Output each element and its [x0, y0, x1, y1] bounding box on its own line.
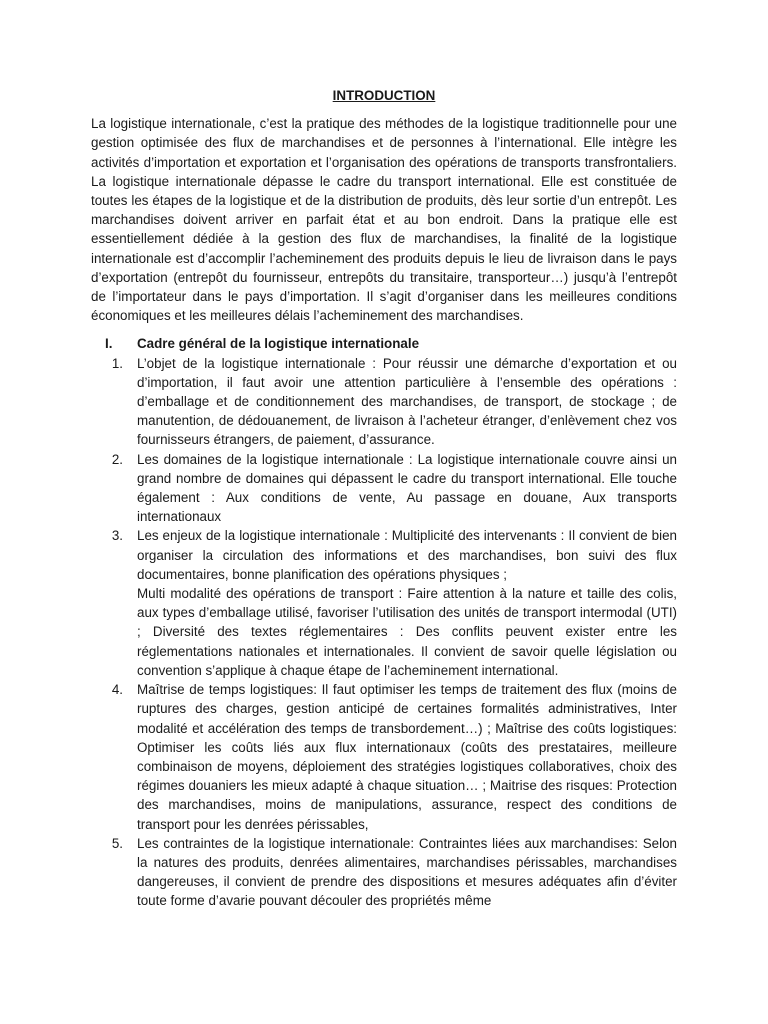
- list-item-paragraph: Les contraintes de la logistique internationale: Contraintes liées aux marchandises: Selon la natures des produits, denrées alimentaires, marchandises périssables, marchandises dangereuses, il convient de prendre des dispositions et mesures adéquates afin d’éviter toute forme d’avarie pouvant découler des propriétés même: [137, 835, 677, 909]
- section-title: Cadre général de la logistique internationale: [137, 336, 420, 352]
- list-item-number: 5.: [111, 835, 123, 851]
- page-title: INTRODUCTION: [332, 88, 436, 103]
- section-items-list: [91, 354, 677, 911]
- list-item-body: [137, 354, 677, 450]
- list-item-paragraph: L’objet de la logistique internationale : Pour réussir une démarche d’exportation et ou d’importation, il faut avoir une attention particulière à l’ensemble des opérations : d’emballage et de conditionnement des marchandises, de transport, de stockage ; de manutention, de dédouanement, de livraison à l’acheteur étranger, d’enlèvement chez vos fournisseurs étrangers, de paiement, d’assurance.: [137, 355, 677, 448]
- intro-paragraph: La logistique internationale, c’est la pratique des méthodes de la logistique traditionnelle pour une gestion optimisée des flux de marchandises et de personnes à l’international. Elle intègre les activités d’importation et exportation et l’organisation des opérations de transports transfrontaliers. La logistique internationale dépasse le cadre du transport international. Elle est constituée de toutes les étapes de la logistique et de la distribution de produits, dès leur sortie d’un entrepôt. Les marchandises doivent arriver en parfait état et au bon endroit. Dans la pratique elle est essentiellement dédiée à la gestion des flux de marchandises, la finalité de la logistique internationale est d’accomplir l’acheminement des produits depuis le lieu de livraison dans le pays d’exportation (entrepôt du fournisseur, entrepôts du transitaire, transporteur…) jusqu’à l’entrepôt de l’importateur dans le pays d’importation. Il s’agit d’organiser dans les meilleures conditions économiques et les meilleures délais l’acheminement des marchandises.: [91, 116, 677, 324]
- list-item-paragraph: Les enjeux de la logistique internationale : Multiplicité des intervenants : Il convient de bien organiser la circulation des informations et des marchandises, bon suivi des flux documentaires, bonne planification des opérations physiques ;: [137, 528, 677, 582]
- list-item-number: 1.: [111, 355, 123, 371]
- list-item: [91, 354, 677, 450]
- list-item-body: [137, 526, 677, 680]
- list-item-paragraph: Les domaines de la logistique internationale : La logistique internationale couvre ainsi un grand nombre de domaines qui dépassent le cadre du transport international. Elle touche également : Aux conditions de vente, Au passage en douane, Aux transports internationaux: [137, 451, 677, 525]
- section-heading: [91, 334, 677, 353]
- list-item-body: [137, 834, 677, 911]
- list-item-body: [137, 680, 677, 834]
- list-item: [91, 450, 677, 527]
- list-item: [91, 526, 677, 680]
- list-item-paragraph: Maîtrise de temps logistiques: Il faut optimiser les temps de traitement des flux (moins de ruptures des charges, gestion anticipé de certaines formalités administratives, Inter modalité et accélération des temps de transbordement…) ; Maîtrise des coûts logistiques: Optimiser les coûts liés aux flux internationaux (coûts des prestataires, meilleure combinaison de moyens, déploiement des stratégies logistiques collaboratives, choix des régimes douaniers les mieux adapté à chaque situation… ; Maitrise des risques: Protection des marchandises, moins de manipulations, assurance, respect des conditions de transport pour les denrées périssables,: [137, 682, 677, 832]
- list-item: [91, 680, 677, 834]
- list-item-body: [137, 450, 677, 527]
- document-page: [91, 86, 677, 911]
- list-item-number: 2.: [111, 451, 123, 467]
- list-item-number: 4.: [111, 682, 123, 698]
- list-item-number: 3.: [111, 528, 123, 544]
- list-item: [91, 834, 677, 911]
- section-number: I.: [105, 336, 113, 352]
- list-item-paragraph: Multi modalité des opérations de transport : Faire attention à la nature et taille des colis, aux types d’emballage utilisé, favoriser l’utilisation des unités de transport intermodal (UTI) ; Diversité des textes réglementaires : Des conflits peuvent exister entre les réglementations nationales et internationales. Il convient de savoir quelle législation ou convention s’applique à chaque étape de l’acheminement international.: [137, 586, 677, 678]
